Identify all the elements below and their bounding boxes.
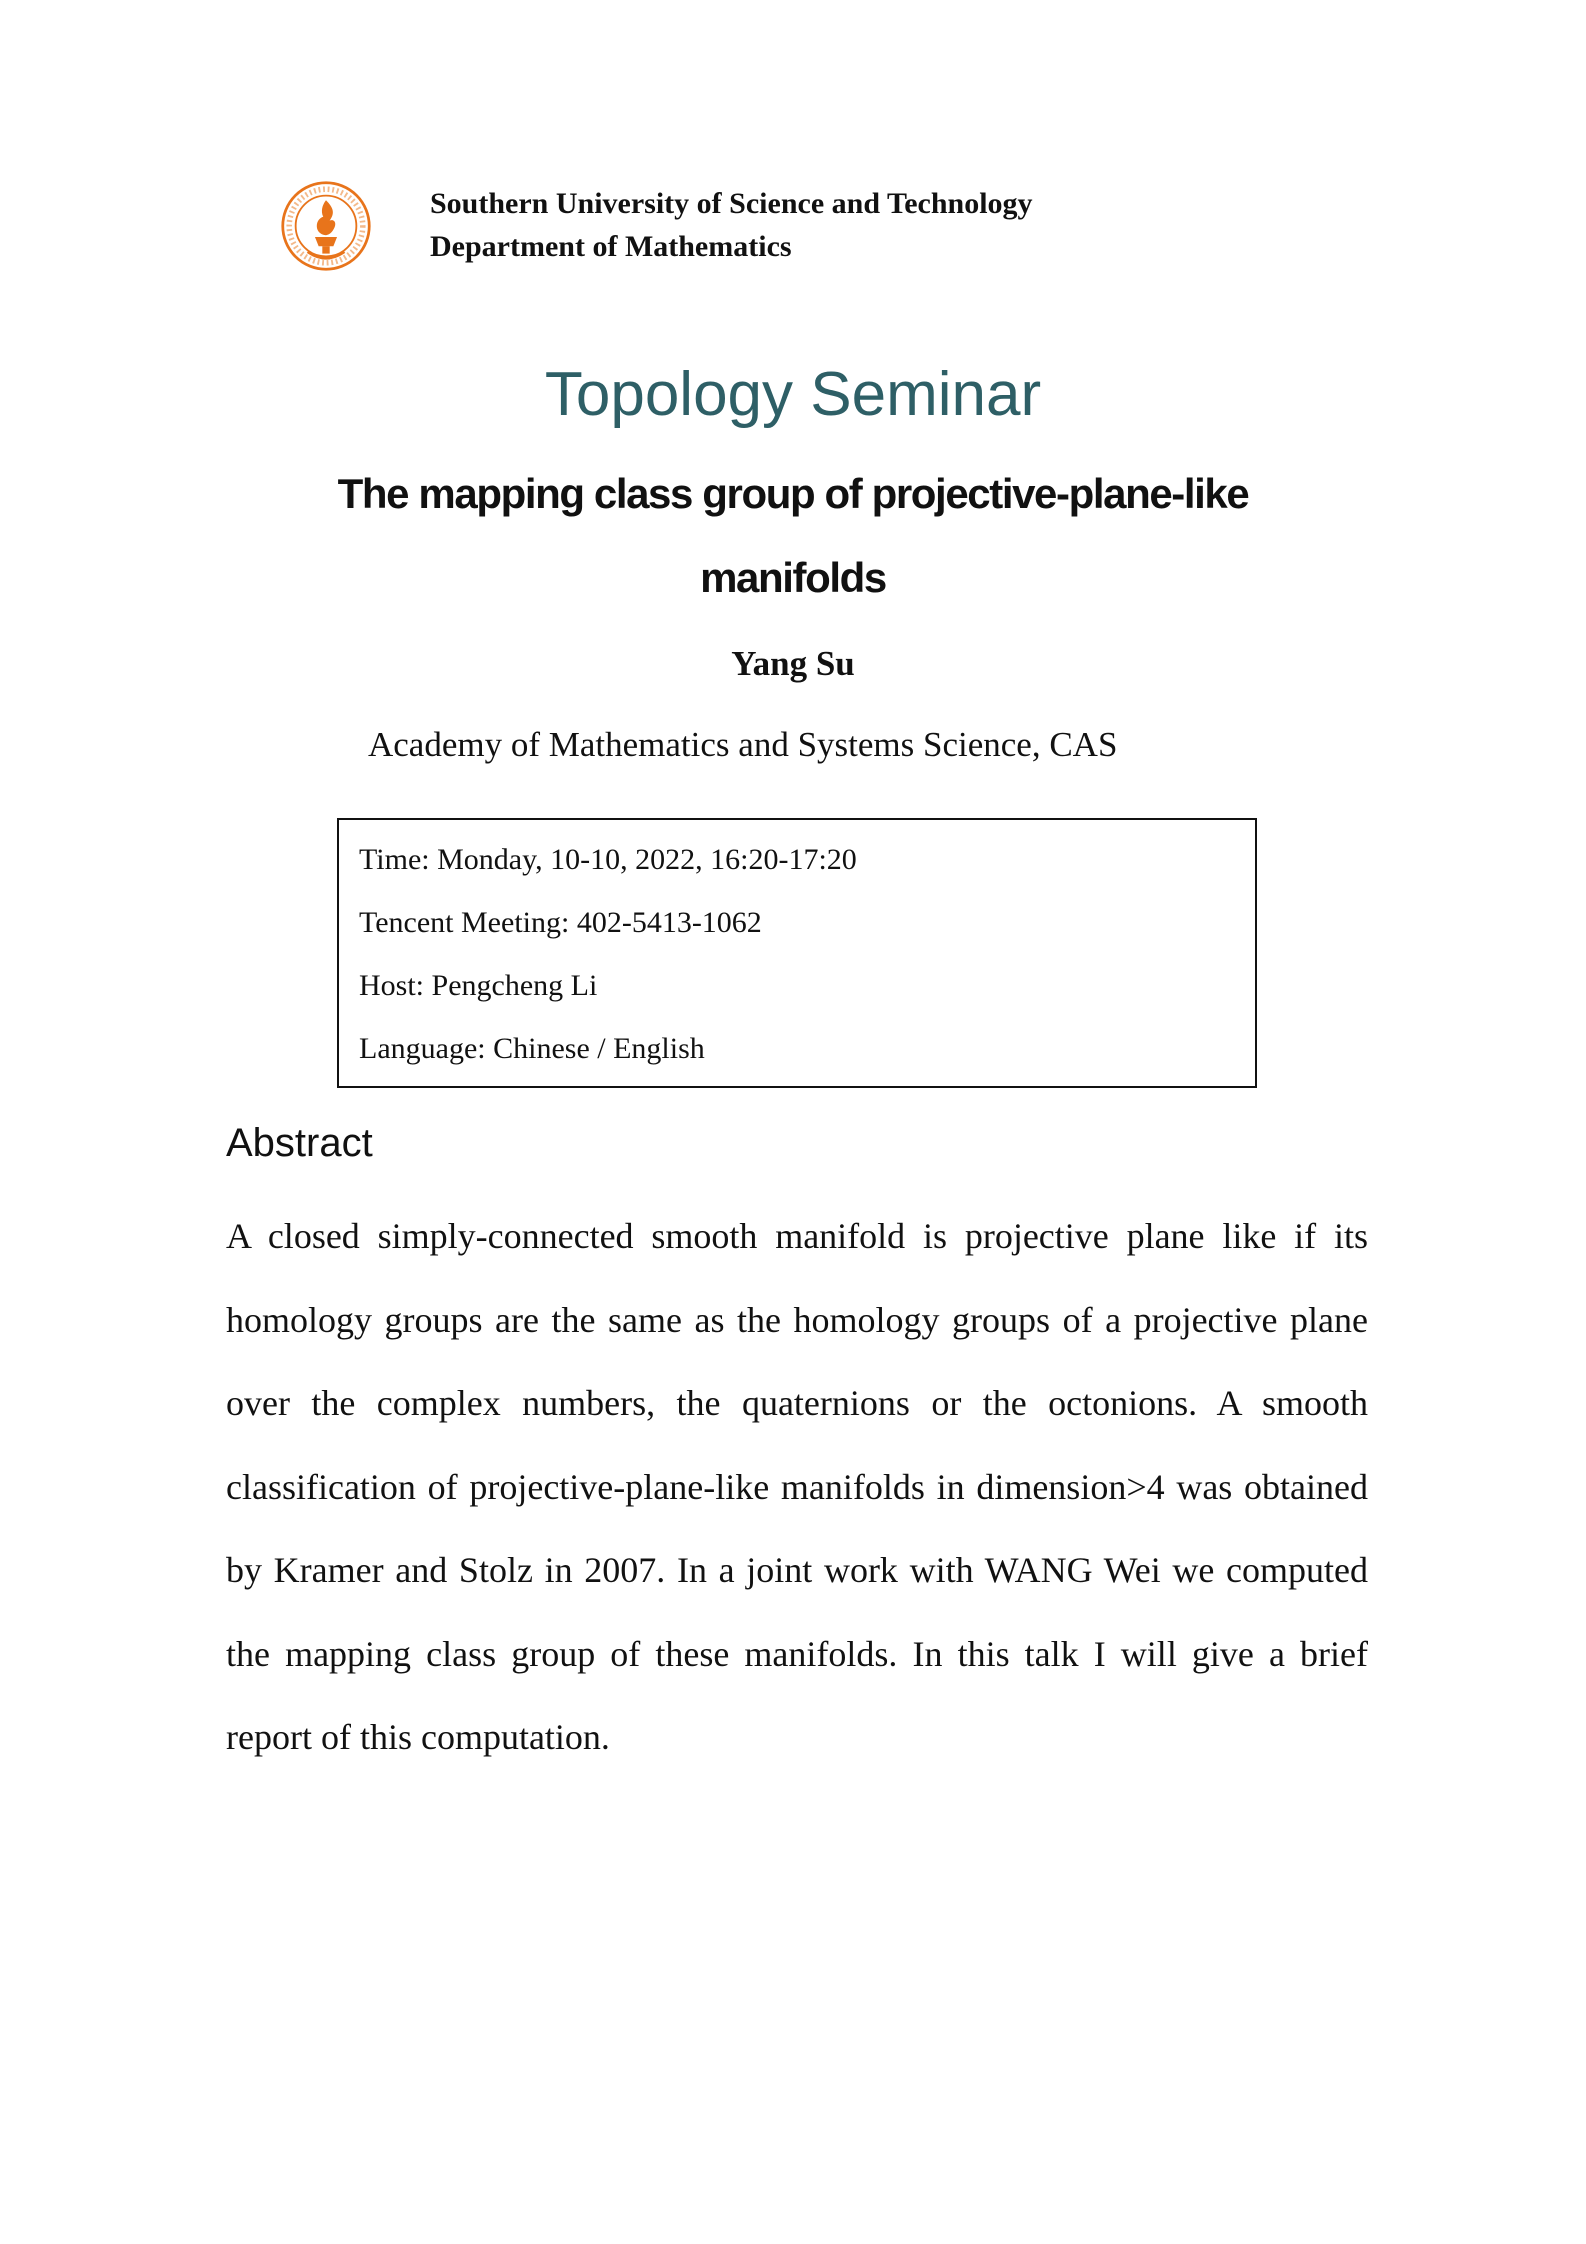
- speaker-name: Yang Su: [731, 644, 855, 683]
- details-box: [337, 818, 1257, 1088]
- meeting-info: Tencent Meeting: 402-5413-1062: [359, 906, 762, 939]
- speaker-affiliation: Academy of Mathematics and Systems Science, CAS: [368, 725, 1118, 764]
- talk-title: [300, 452, 1286, 620]
- institution-name: Southern University of Science and Technology: [430, 187, 1033, 220]
- host-info: Host: Pengcheng Li: [359, 969, 598, 1002]
- abstract-heading: Abstract: [226, 1121, 373, 1165]
- abstract-text: A closed simply-connected smooth manifold is projective plane like if its homology groups are the same as the homology groups of a projective plane over the complex numbers, the quaternions or the octonions. A smooth classification of projective-plane-like manifolds in dimension>4 was obtained by Kramer and Stolz in 2007. In a joint work with WANG Wei we computed the mapping class group of these manifolds. In this talk I will give a brief report of this computation.: [226, 1216, 1368, 1757]
- department-name: Department of Mathematics: [430, 230, 792, 263]
- seminar-series-title: Topology Seminar: [544, 360, 1042, 429]
- language-info: Language: Chinese / English: [359, 1032, 705, 1065]
- institution-header: [430, 182, 1033, 268]
- time-info: Time: Monday, 10-10, 2022, 16:20-17:20: [359, 843, 857, 876]
- talk-title-line-1: The mapping class group of projective-plane-like: [337, 470, 1249, 517]
- university-seal-icon: [280, 180, 372, 272]
- talk-title-line-2: manifolds: [700, 554, 886, 601]
